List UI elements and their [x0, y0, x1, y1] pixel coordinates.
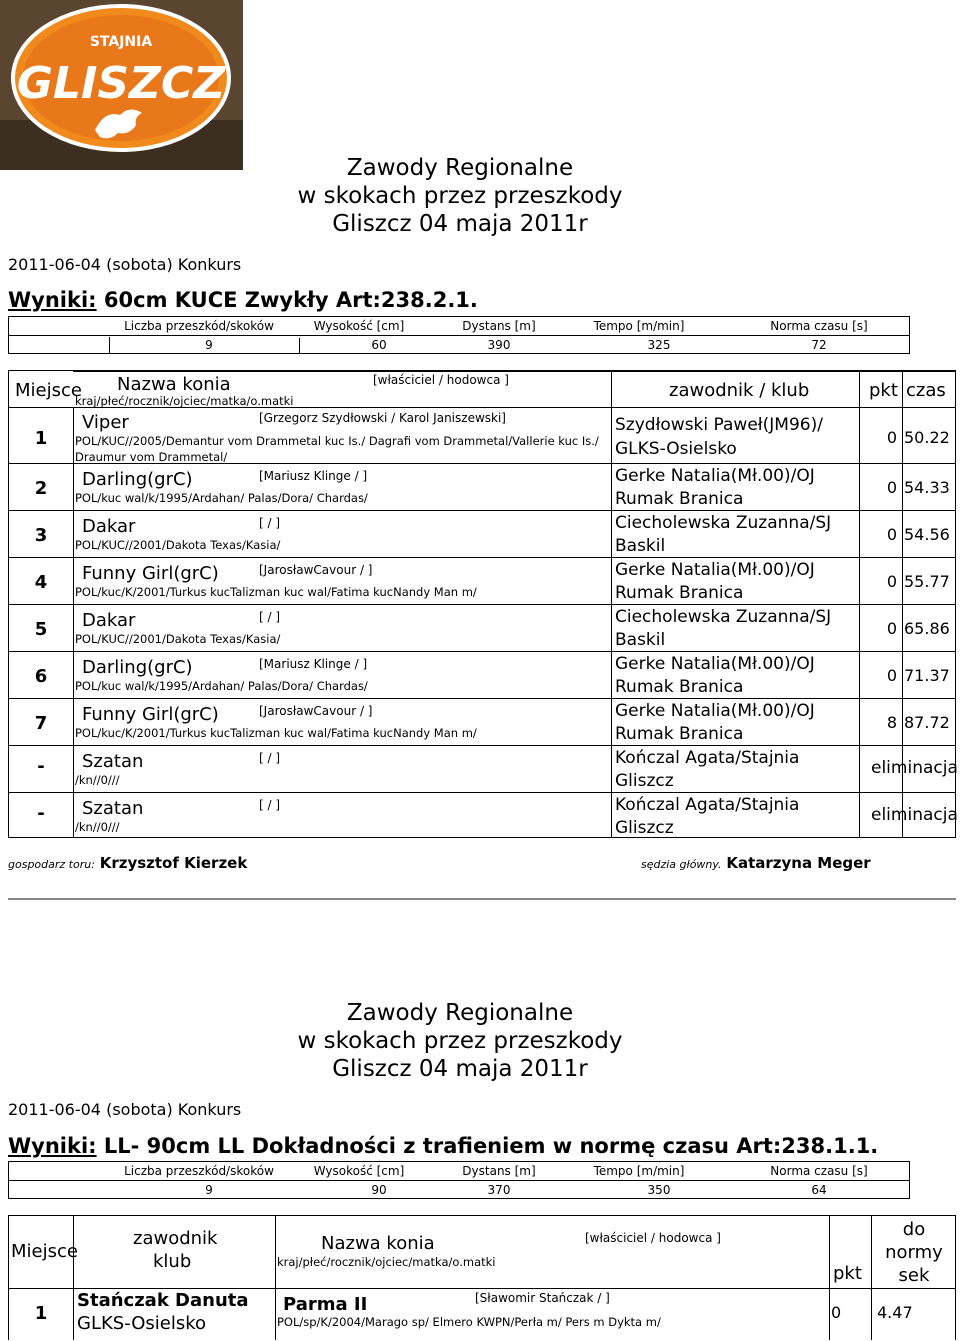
row-horse: Dakar	[82, 516, 136, 537]
competition-parameters	[8, 316, 910, 354]
competition-heading: Wyniki: LL- 90cm LL Dokładności z trafieniem w normę czasu Art:238.1.1.	[8, 1134, 879, 1158]
row-club: Gliszcz	[615, 771, 674, 791]
row-club: Rumak Branica	[615, 489, 744, 509]
param-value: 9	[205, 1183, 213, 1197]
param-value: 325	[647, 338, 671, 352]
row-horse: Szatan	[82, 751, 144, 772]
results-table	[8, 1215, 956, 1340]
competition-heading: Wyniki: 60cm KUCE Zwykły Art:238.2.1.	[8, 288, 478, 312]
row-owner: [ / ]	[259, 798, 281, 812]
row-horse: Darling(grC)	[82, 657, 193, 678]
row-owner: [ / ]	[259, 516, 281, 530]
param-header: Norma czasu [s]	[770, 319, 868, 333]
row-time: 87.72	[904, 713, 950, 732]
row-place: -	[37, 803, 45, 824]
header-details: kraj/płeć/rocznik/ojciec/matka/o.matki	[75, 394, 294, 408]
param-value: 72	[811, 338, 827, 352]
table-row	[9, 510, 955, 558]
row-time: 65.86	[904, 619, 950, 638]
row-horse: Viper	[82, 412, 129, 433]
row-place: 2	[34, 478, 48, 499]
table-row	[9, 557, 955, 605]
param-value: 370	[487, 1183, 511, 1197]
row-status: eliminacja	[871, 758, 958, 778]
row-points: 8	[886, 713, 897, 732]
row-club: Rumak Branica	[615, 677, 744, 697]
row-place: 3	[34, 525, 48, 546]
row-points: 0	[886, 666, 897, 685]
row-place: 1	[34, 1303, 48, 1324]
header-horse: Nazwa konia	[117, 374, 231, 395]
row-place: 4	[34, 572, 48, 593]
table-row	[9, 698, 955, 746]
svg-text:GLISZCZ: GLISZCZ	[16, 58, 226, 109]
event-subtitle: w skokach przez przeszkody	[297, 1028, 623, 1054]
row-time: 54.33	[904, 478, 950, 497]
row-club: Rumak Branica	[615, 724, 744, 744]
row-status: eliminacja	[871, 805, 958, 825]
row-rider: Ciecholewska Zuzanna/SJ	[615, 513, 832, 533]
row-owner: [Mariusz Klinge / ]	[259, 657, 368, 671]
competition-parameters	[8, 1161, 910, 1199]
param-value: 350	[647, 1183, 671, 1197]
row-owner: [Grzegorz Szydłowski / Karol Janiszewski]	[259, 411, 506, 425]
table-row	[9, 604, 955, 652]
table-row	[9, 407, 955, 464]
row-time: 4.47	[877, 1303, 913, 1322]
param-value: 90	[371, 1183, 387, 1197]
row-points: 0	[886, 572, 897, 591]
row-rider: Ciecholewska Zuzanna/SJ	[615, 607, 832, 627]
row-horse: Parma II	[283, 1294, 368, 1315]
row-rider: Stańczak Danuta	[77, 1290, 249, 1311]
param-value: 60	[371, 338, 387, 352]
row-details: POL/KUC//2001/Dakota Texas/Kasia/	[75, 632, 281, 646]
param-value: 9	[205, 338, 213, 352]
header-rider: zawodnik / klub	[669, 380, 810, 401]
row-club: GLKS-Osielsko	[77, 1313, 206, 1334]
row-place: 7	[34, 713, 48, 734]
chief-judge: sędzia główny. Katarzyna Meger	[641, 854, 871, 872]
row-points: 0	[886, 478, 897, 497]
row-rider: Kończal Agata/Stajnia	[615, 748, 800, 768]
row-rider: Gerke Natalia(Mł.00)/OJ	[615, 654, 815, 674]
table-row	[9, 651, 955, 699]
param-header: Wysokość [cm]	[313, 319, 405, 333]
row-rider: Kończal Agata/Stajnia	[615, 795, 800, 815]
header-place: Miejsce	[15, 380, 82, 401]
results-table	[8, 370, 956, 838]
event-date-title: Gliszcz 04 maja 2011r	[332, 211, 588, 237]
row-details: /kn//0///	[75, 820, 120, 834]
row-club: Rumak Branica	[615, 583, 744, 603]
row-rider: Gerke Natalia(Mł.00)/OJ	[615, 466, 815, 486]
row-club: Baskil	[615, 536, 666, 556]
horse-logo-icon	[0, 0, 243, 170]
table-row	[9, 745, 958, 793]
row-club: Gliszcz	[615, 818, 674, 838]
param-header: Norma czasu [s]	[770, 1164, 868, 1178]
row-place: -	[37, 756, 45, 777]
event-title: Zawody Regionalne	[346, 155, 574, 181]
header-details: kraj/płeć/rocznik/ojciec/matka/o.matki	[277, 1255, 496, 1269]
param-header: Dystans [m]	[462, 319, 536, 333]
row-details: POL/KUC//2005/Demantur vom Drammetal kuc Is./ Dagrafi vom Drammetal/Vallerie kuc Is./ Draumur vom Drammetal/	[75, 434, 599, 464]
header-norm: do normy sek	[885, 1219, 943, 1286]
row-points: 0	[886, 525, 897, 544]
row-points: 0	[886, 428, 897, 447]
header-horse: Nazwa konia	[321, 1233, 435, 1254]
table-row	[9, 1289, 955, 1340]
param-header: Dystans [m]	[462, 1164, 536, 1178]
stajnia-gliszcz-logo	[0, 0, 243, 170]
param-header: Tempo [m/min]	[593, 319, 685, 333]
row-club: GLKS-Osielsko	[615, 439, 737, 459]
table-row	[9, 463, 955, 511]
competition-date: 2011-06-04 (sobota) Konkurs	[8, 1100, 242, 1119]
row-details: POL/kuc wal/k/1995/Ardahan/ Palas/Dora/ Chardas/	[75, 491, 368, 505]
row-time: 71.37	[904, 666, 950, 685]
row-place: 1	[34, 428, 48, 449]
row-horse: Funny Girl(grC)	[82, 563, 219, 584]
row-time: 50.22	[904, 428, 950, 447]
header-owner: [właściciel / hodowca ]	[373, 373, 509, 387]
row-horse: Dakar	[82, 610, 136, 631]
row-rider: Gerke Natalia(Mł.00)/OJ	[615, 560, 815, 580]
row-time: 55.77	[904, 572, 950, 591]
competition-date: 2011-06-04 (sobota) Konkurs	[8, 255, 242, 274]
row-points: 0	[831, 1303, 842, 1322]
row-owner: [Mariusz Klinge / ]	[259, 469, 368, 483]
row-details: POL/kuc/K/2001/Turkus kucTalizman kuc wal/Fatima kucNandy Man m/	[75, 726, 477, 740]
header-points: pkt	[869, 380, 898, 401]
event-title: Zawody Regionalne	[346, 1000, 574, 1026]
param-header: Liczba przeszkód/skoków	[124, 319, 274, 333]
param-value: 390	[487, 338, 511, 352]
row-place: 6	[34, 666, 48, 687]
row-horse: Darling(grC)	[82, 469, 193, 490]
param-header: Tempo [m/min]	[593, 1164, 685, 1178]
header-rider: zawodnik	[133, 1228, 218, 1249]
row-points: 0	[886, 619, 897, 638]
row-place: 5	[34, 619, 48, 640]
row-club: Baskil	[615, 630, 666, 650]
course-designer: gospodarz toru: Krzysztof Kierzek	[8, 854, 248, 872]
row-owner: [JarosławCavour / ]	[259, 704, 373, 718]
event-subtitle: w skokach przez przeszkody	[297, 183, 623, 209]
header-club: klub	[153, 1251, 192, 1272]
header-points: pkt	[833, 1263, 862, 1284]
event-date-title: Gliszcz 04 maja 2011r	[332, 1056, 588, 1082]
row-owner: [JarosławCavour / ]	[259, 563, 373, 577]
row-time: 54.56	[904, 525, 950, 544]
row-owner: [Sławomir Stańczak / ]	[475, 1291, 610, 1305]
table-row	[9, 792, 958, 838]
section-divider	[8, 898, 956, 900]
row-details: POL/kuc wal/k/1995/Ardahan/ Palas/Dora/ Chardas/	[75, 679, 368, 693]
row-horse: Funny Girl(grC)	[82, 704, 219, 725]
param-value: 64	[811, 1183, 827, 1197]
row-rider: Szydłowski Paweł(JM96)/	[615, 415, 823, 435]
row-details: POL/KUC//2001/Dakota Texas/Kasia/	[75, 538, 281, 552]
row-details: /kn//0///	[75, 773, 120, 787]
svg-text:STAJNIA: STAJNIA	[89, 34, 153, 50]
row-owner: [ / ]	[259, 610, 281, 624]
row-owner: [ / ]	[259, 751, 281, 765]
header-time: czas	[906, 380, 946, 401]
row-rider: Gerke Natalia(Mł.00)/OJ	[615, 701, 815, 721]
header-owner: [właściciel / hodowca ]	[585, 1231, 721, 1245]
row-details: POL/kuc/K/2001/Turkus kucTalizman kuc wal/Fatima kucNandy Man m/	[75, 585, 477, 599]
header-place: Miejsce	[11, 1241, 78, 1262]
param-header: Liczba przeszkód/skoków	[124, 1164, 274, 1178]
param-header: Wysokość [cm]	[313, 1164, 405, 1178]
row-horse: Szatan	[82, 798, 144, 819]
row-details: POL/sp/K/2004/Marago sp/ Elmero KWPN/Perła m/ Pers m Dykta m/	[277, 1315, 661, 1329]
